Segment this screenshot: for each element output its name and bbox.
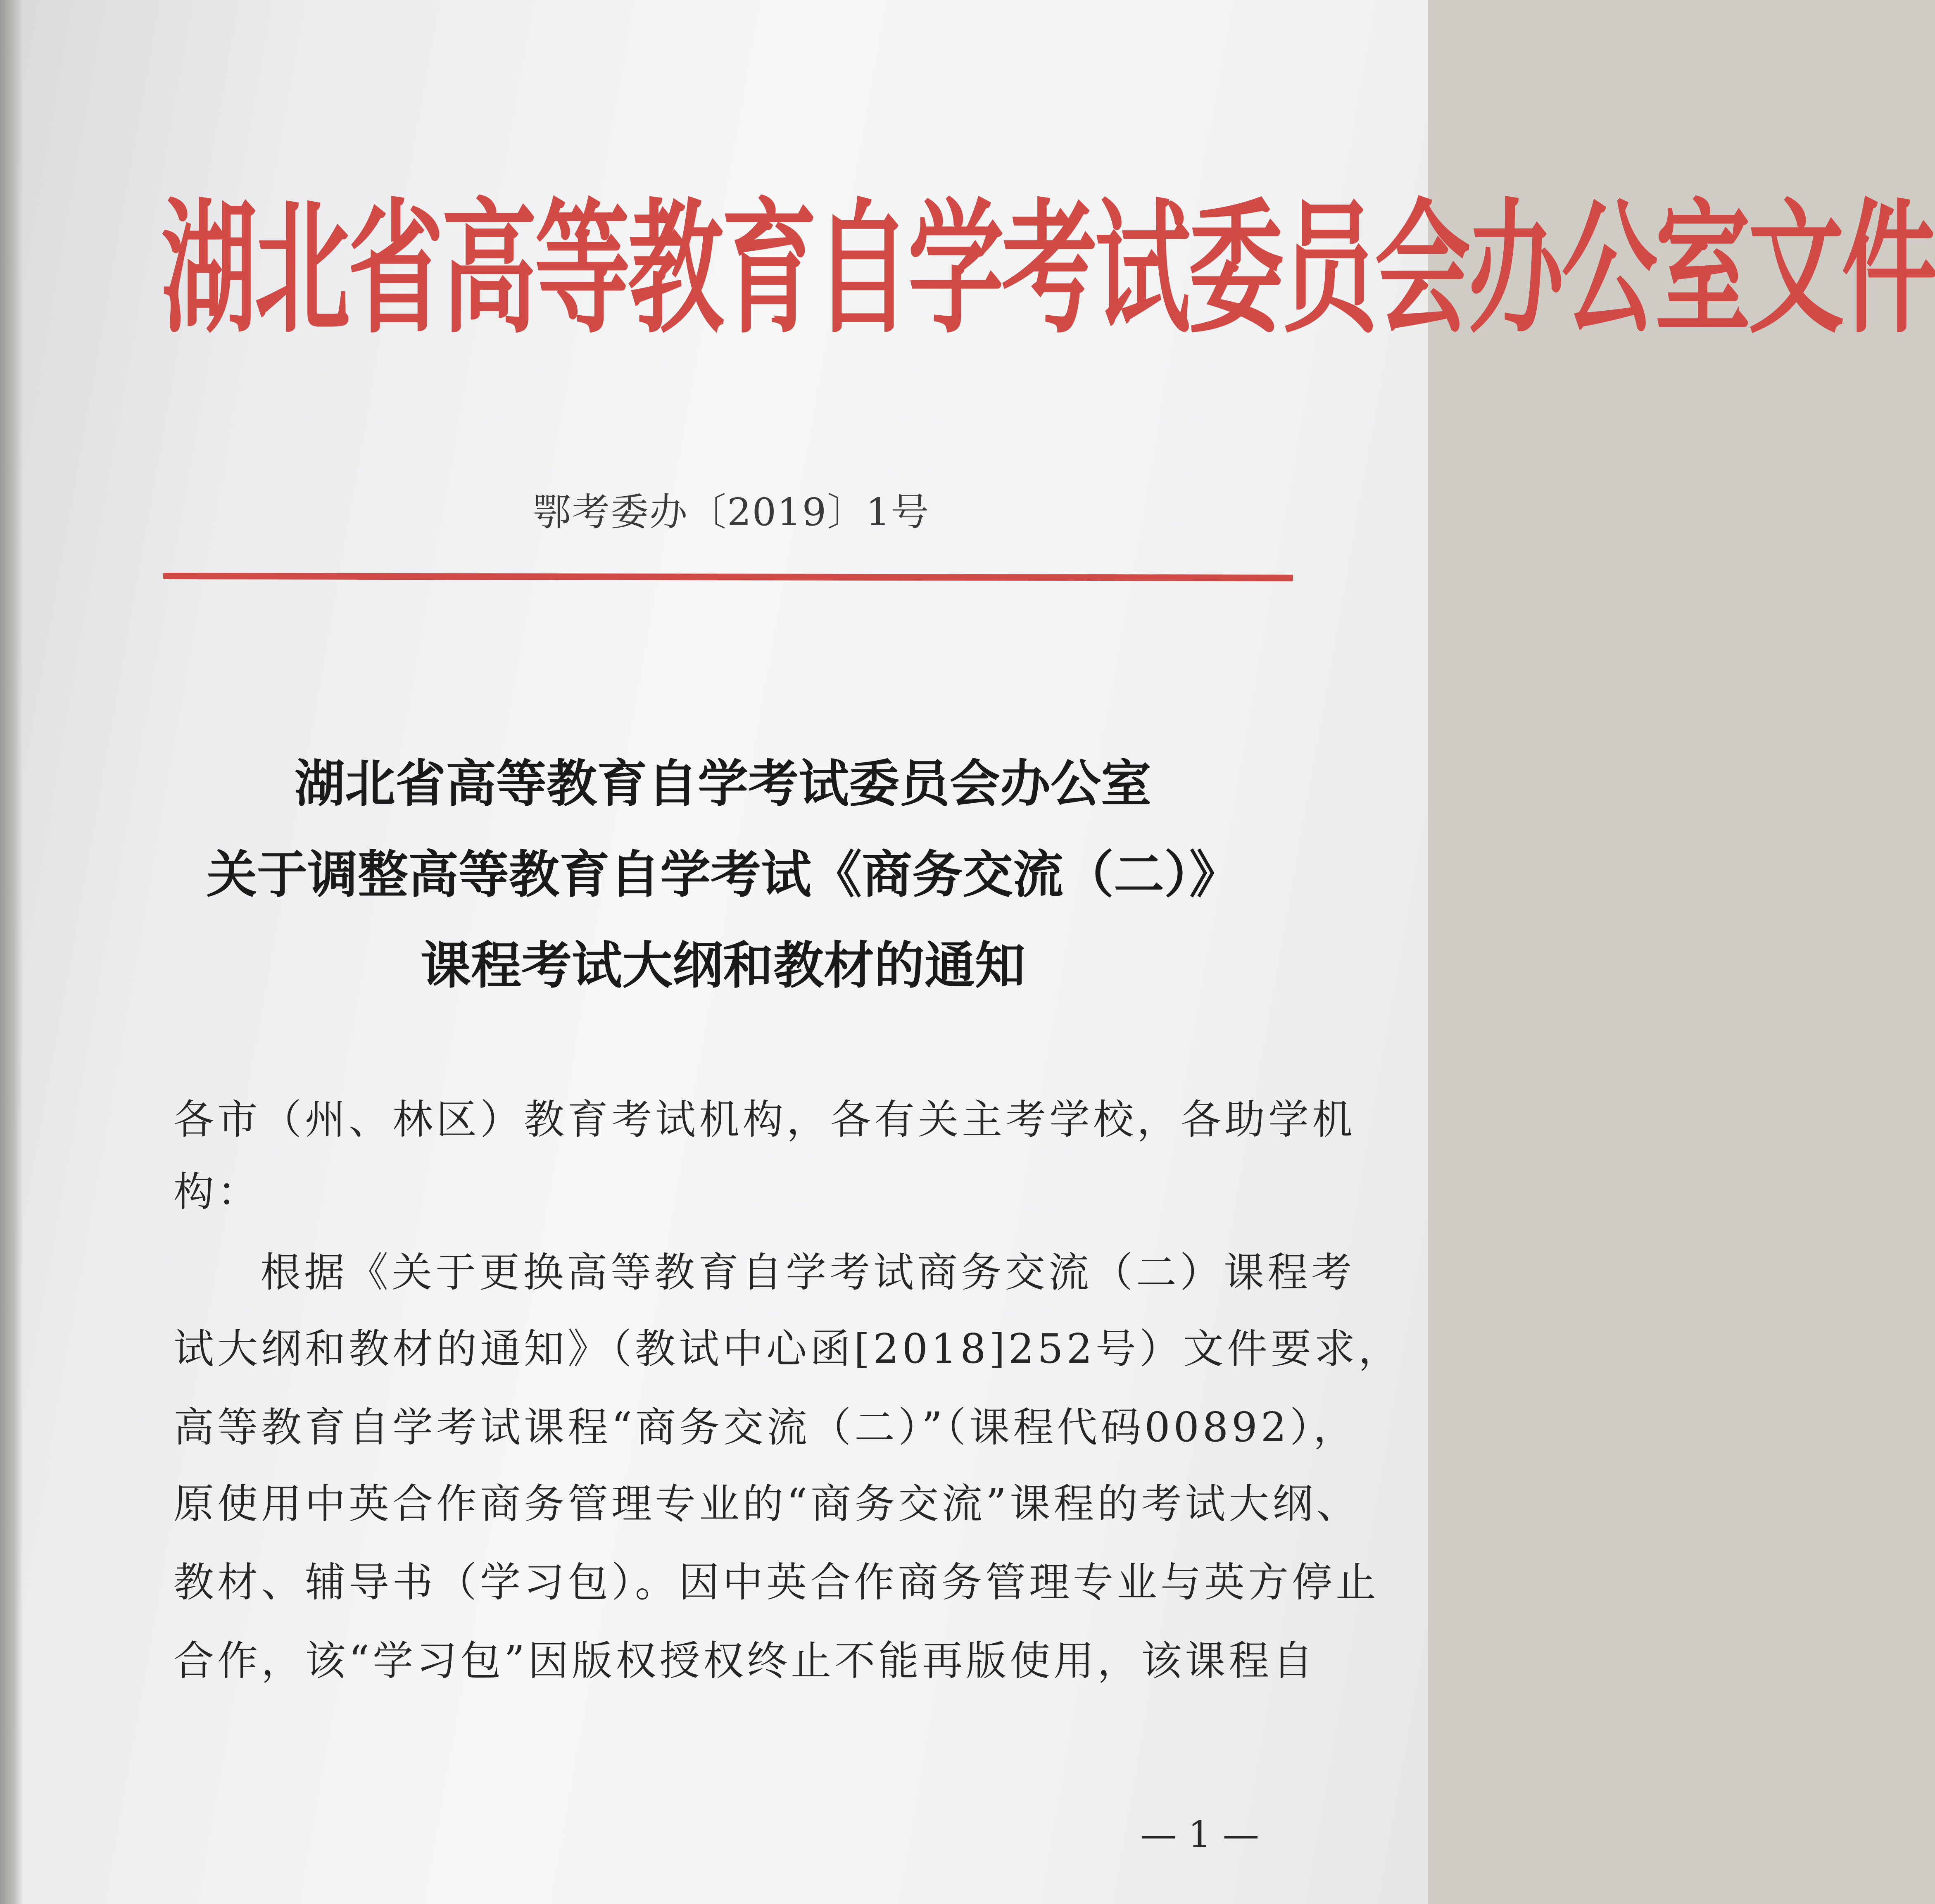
notice-title-line-1: 湖北省高等教育自学考试委员会办公室 [295, 754, 1151, 813]
body-line: 构： [174, 1169, 261, 1216]
header-divider [163, 573, 1293, 581]
page-shadow-edge [0, 0, 23, 1904]
notice-title-line-3: 课程考试大纲和教材的通知 [421, 935, 1025, 995]
body-line: 合作，该“学习包”因版权授权终止不能再版使用，该课程自 [174, 1637, 1317, 1685]
body-line: 原使用中英合作商务管理专业的“商务交流”课程的考试大纲、 [174, 1480, 1360, 1528]
document-header-title: 湖北省高等教育自学考试委员会办公室文件 [161, 183, 1935, 353]
document-number: 鄂考委办〔2019〕1号 [533, 490, 930, 534]
page-number: — 1 — [1140, 1813, 1259, 1856]
body-line: 根据《关于更换高等教育自学考试商务交流（二）课程考 [260, 1249, 1355, 1296]
body-line: 各市（州、林区）教育考试机构，各有关主考学校，各助学机 [174, 1096, 1356, 1143]
body-line: 高等教育自学考试课程“商务交流（二）”（课程代码00892）， [174, 1404, 1357, 1451]
body-line: 教材、辅导书（学习包）。因中英合作商务管理专业与英方停止 [174, 1559, 1380, 1606]
notice-title-line-2: 关于调整高等教育自学考试《商务交流（二）》 [207, 845, 1240, 904]
body-line: 试大纲和教材的通知》（教试中心函[2018]252号）文件要求， [174, 1326, 1402, 1373]
